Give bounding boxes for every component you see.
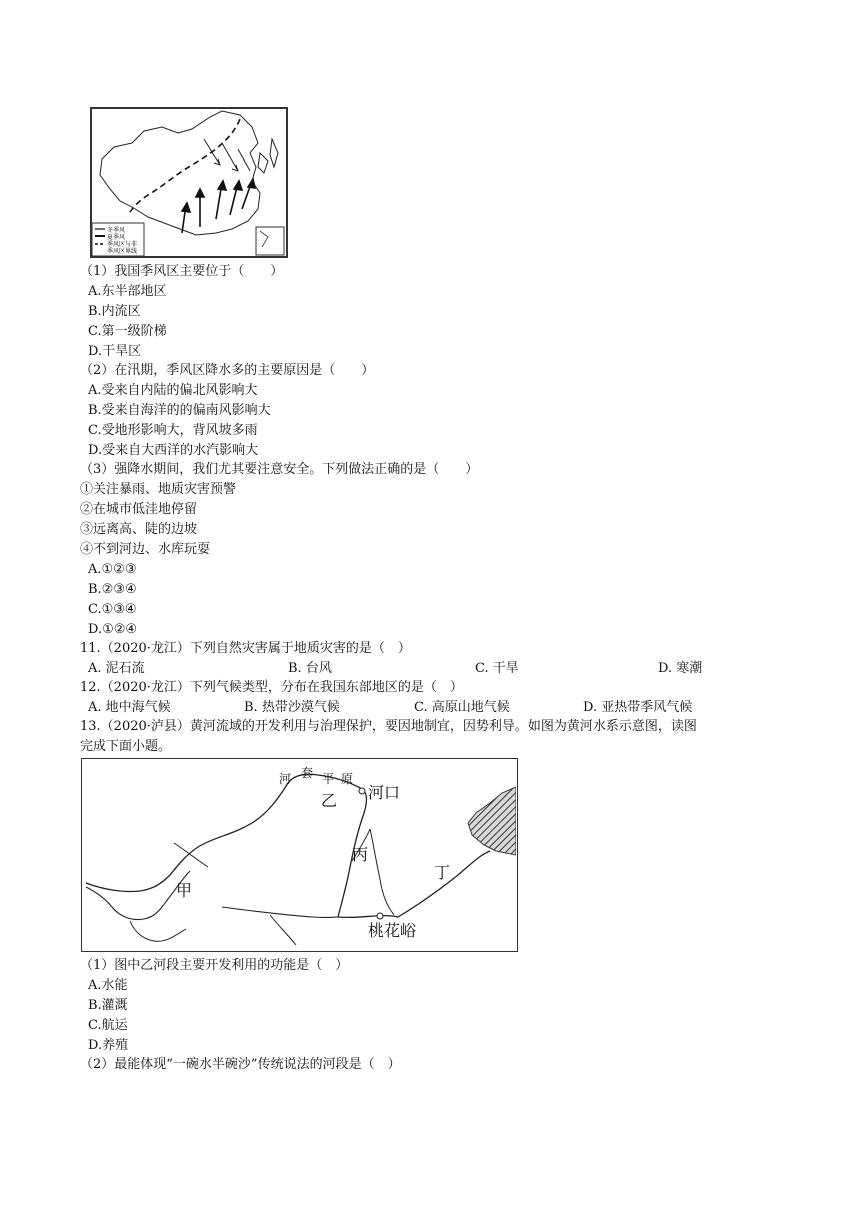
- q10-sub3-item-1: ①关注暴雨、地质灾害预警: [80, 482, 237, 497]
- map-label-yi: 乙: [321, 791, 338, 810]
- q13-sub1-option-d[interactable]: D.养殖: [88, 1038, 129, 1053]
- q10-sub2-option-a[interactable]: A.受来自内陆的偏北风影响大: [88, 383, 258, 398]
- map-label-ding: 丁: [434, 863, 451, 882]
- legend-boundary-1: 季风区与非: [107, 241, 138, 248]
- q10-sub2-stem: （2）在汛期，季风区降水多的主要原因是（ ）: [80, 363, 375, 378]
- map-label-hekou: 河口: [368, 783, 401, 802]
- legend-boundary-2: 季风区界线: [107, 248, 138, 255]
- q10-sub3-option-b[interactable]: B.②③④: [88, 582, 137, 597]
- q10-sub2-option-b[interactable]: B.受来自海洋的的偏南风影响大: [88, 403, 271, 418]
- q10-sub1-option-c[interactable]: C.第一级阶梯: [88, 324, 167, 339]
- map-label-bing: 丙: [352, 845, 369, 864]
- q10-sub3-option-c[interactable]: C.①③④: [88, 602, 137, 617]
- q13-sub1-option-a[interactable]: A.水能: [88, 978, 128, 993]
- yellow-river-drawing: [82, 759, 516, 950]
- q12-option-d[interactable]: D. 亚热带季风气候: [583, 700, 693, 715]
- q12-option-b[interactable]: B. 热带沙漠气候: [244, 700, 340, 715]
- legend-summer-monsoon: 夏季风: [107, 234, 126, 241]
- q13-stem-line2: 完成下面小题。: [80, 739, 172, 754]
- map-label-tao: 套: [301, 766, 314, 780]
- q10-sub1-option-a[interactable]: A.东半部地区: [88, 284, 167, 299]
- q12-option-c[interactable]: C. 高原山地气候: [414, 700, 510, 715]
- q11-option-b[interactable]: B. 台风: [288, 661, 332, 676]
- q10-sub1-stem: （1）我国季风区主要位于（ ）: [80, 264, 284, 279]
- q12-stem: 12.（2020·龙江）下列气候类型，分布在我国东部地区的是（ ）: [80, 680, 463, 695]
- q11-option-c[interactable]: C. 干旱: [475, 661, 519, 676]
- q10-sub2-option-d[interactable]: D.受来自大西洋的水汽影响大: [88, 443, 259, 458]
- china-monsoon-map: [90, 107, 288, 258]
- q13-stem-line1: 13.（2020·泸县）黄河流域的开发利用与治理保护，要因地制宜，因势利导。如图为黄河水系示意图，读图: [80, 719, 697, 734]
- map-label-taohuayu: 桃花峪: [368, 921, 417, 940]
- map-label-he: 河: [279, 772, 292, 786]
- q13-sub1-option-b[interactable]: B.灌溉: [88, 998, 128, 1013]
- q10-sub1-option-b[interactable]: B.内流区: [88, 304, 141, 319]
- q11-option-d[interactable]: D. 寒潮: [658, 661, 703, 676]
- q13-sub1-stem: （1）图中乙河段主要开发利用的功能是（ ）: [80, 958, 349, 973]
- q10-sub3-stem: （3）强降水期间，我们尤其要注意安全。下列做法正确的是（ ）: [80, 462, 479, 477]
- q10-sub3-option-a[interactable]: A.①②③: [88, 562, 137, 577]
- q10-sub2-option-c[interactable]: C.受地形影响大，背风坡多雨: [88, 423, 258, 438]
- map-label-ping: 平: [322, 772, 335, 786]
- q10-sub3-item-4: ④不到河边、水库玩耍: [80, 542, 211, 557]
- map-label-yuan: 原: [341, 772, 354, 786]
- q12-option-a[interactable]: A. 地中海气候: [88, 700, 171, 715]
- q10-sub3-item-2: ②在城市低洼地停留: [80, 502, 198, 517]
- legend-winter-monsoon: 冬季风: [107, 227, 126, 234]
- map-label-jia: 甲: [176, 881, 193, 900]
- q11-stem: 11.（2020·龙江）下列自然灾害属于地质灾害的是（ ）: [80, 641, 411, 656]
- q13-sub2-stem: （2）最能体现“一碗水半碗沙”传统说法的河段是（ ）: [80, 1057, 401, 1072]
- q10-sub3-option-d[interactable]: D.①②④: [88, 622, 138, 637]
- q10-sub1-option-d[interactable]: D.干旱区: [88, 344, 142, 359]
- yellow-river-map: [81, 758, 518, 952]
- q11-option-a[interactable]: A. 泥石流: [88, 661, 145, 676]
- q13-sub1-option-c[interactable]: C.航运: [88, 1018, 128, 1033]
- q10-sub3-item-3: ③远离高、陡的边坡: [80, 522, 198, 537]
- china-monsoon-map-drawing: [92, 109, 286, 256]
